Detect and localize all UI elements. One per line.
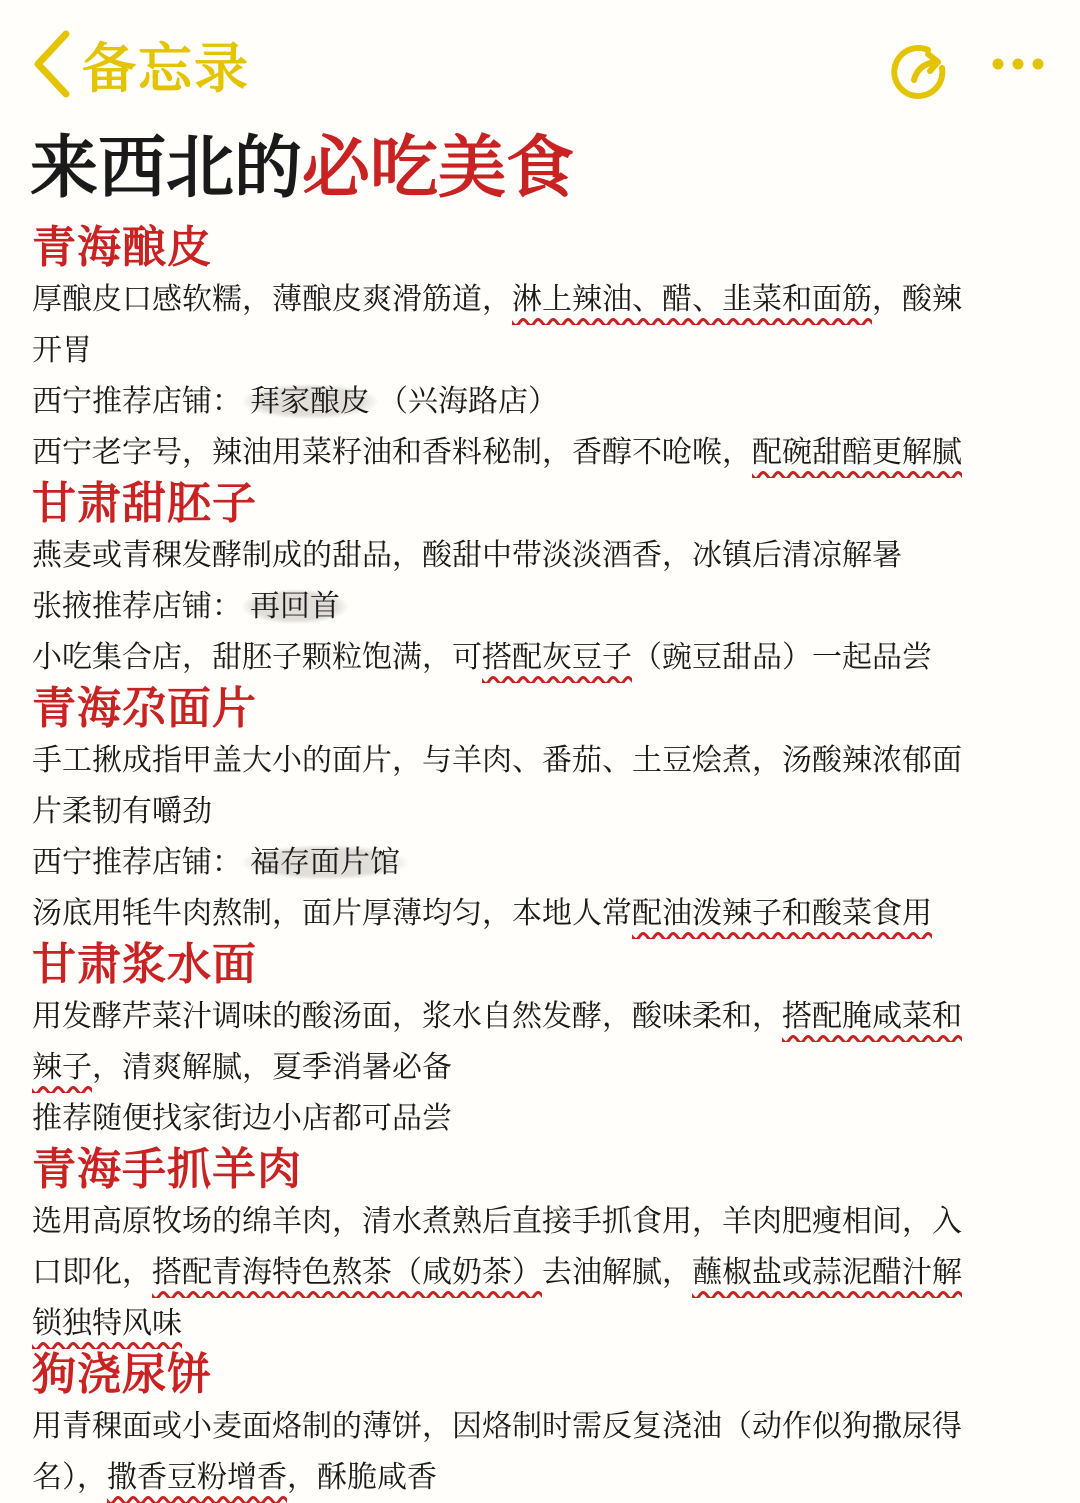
note-title [30,124,574,214]
back-label: 备忘录 [82,36,250,100]
section-heading: 甘肃甜胚子 [32,478,257,529]
section-heading: 青海酿皮 [32,222,212,273]
body-line [32,274,1052,325]
wavy-underlined-text: 配碗甜醅更解腻 [752,435,962,470]
body-text: 小吃集合店，甜胚子颗粒饱满，可 [32,640,482,675]
wavy-underlined-text: 搭配青海特色熬茶（咸奶茶） [152,1255,542,1290]
food-section [32,1349,1052,1503]
body-line [32,735,1052,786]
body-text: 西宁推荐店铺： [32,845,242,880]
wavy-underlined-text: 配油泼辣子和酸菜食用 [632,896,932,931]
body-line [32,991,1052,1042]
body-line [32,1298,1052,1349]
body-text: 西宁推荐店铺： [32,384,242,419]
body-line [32,632,1052,683]
note-title-accent: 必吃美食 [302,129,575,208]
section-heading: 狗浇尿饼 [32,1349,212,1400]
highlighted-shop-name: 再回首 [242,589,348,624]
body-text: 口即化， [32,1255,152,1290]
body-text: 张掖推荐店铺： [32,589,242,624]
top-navigation-bar [0,0,1080,118]
note-title-prefix: 来西北的 [30,129,303,208]
body-line [32,376,1052,427]
highlighted-shop-name: 福存面片馆 [242,845,408,880]
body-text: （兴海路店） [378,384,558,419]
ellipsis-icon [990,48,1046,80]
note-body[interactable] [32,222,1052,1503]
body-line [32,1196,1052,1247]
body-text: 名）， [32,1460,107,1495]
body-text: 汤底用牦牛肉熬制，面片厚薄均匀，本地人常 [32,896,632,931]
wavy-underlined-text: 辣子 [32,1050,92,1085]
body-text: 用青稞面或小麦面烙制的薄饼，因烙制时需反复浇油（动作似狗撒尿得 [32,1409,962,1444]
body-line [32,837,1052,888]
wavy-underlined-text: 蘸椒盐或蒜泥醋汁解 [692,1255,962,1290]
wavy-underlined-text: 撒香豆粉增香 [107,1460,287,1495]
food-section [32,478,1052,683]
food-section [32,939,1052,1144]
body-line [32,530,1052,581]
body-line [32,1247,1052,1298]
body-text: 片柔韧有嚼劲 [32,794,212,829]
food-section [32,1144,1052,1349]
body-line [32,786,1052,837]
body-text: 西宁老字号，辣油用菜籽油和香料秘制，香醇不呛喉， [32,435,752,470]
body-line [32,1042,1052,1093]
body-text: 手工揪成指甲盖大小的面片，与羊肉、番茄、土豆烩煮，汤酸辣浓郁面 [32,743,962,778]
body-text: 燕麦或青稞发酵制成的甜品，酸甜中带淡淡酒香，冰镇后清凉解暑 [32,538,902,573]
body-line [32,1401,1052,1452]
section-heading: 甘肃浆水面 [32,939,257,990]
body-text: 去油解腻， [542,1255,692,1290]
body-text: ，酥脆咸香 [287,1460,437,1495]
body-line [32,325,1052,376]
wavy-underlined-text: 淋上辣油、醋、韭菜和面筋 [512,282,872,317]
wavy-underlined-text: 搭配腌咸菜和 [782,999,962,1034]
highlighted-shop-name: 拜家酿皮 [242,384,378,419]
body-line [32,1452,1052,1503]
food-section [32,222,1052,478]
wavy-underlined-text: 锁独特风味 [32,1306,182,1341]
body-text: 用发酵芹菜汁调味的酸汤面，浆水自然发酵，酸味柔和， [32,999,782,1034]
chevron-left-icon [28,28,74,100]
food-section [32,683,1052,939]
body-line [32,1093,1052,1144]
wavy-underlined-text: 搭配灰豆子 [482,640,632,675]
body-line [32,427,1052,478]
body-text: 选用高原牧场的绵羊肉，清水煮熟后直接手抓食用，羊肉肥瘦相间，入 [32,1204,962,1239]
body-line [32,888,1052,939]
body-text: ，酸辣 [872,282,962,317]
body-text: ，清爽解腻，夏季消暑必备 [92,1050,452,1085]
body-line [32,581,1052,632]
section-heading: 青海尕面片 [32,683,257,734]
section-heading: 青海手抓羊肉 [32,1144,302,1195]
body-text: （豌豆甜品）一起品尝 [632,640,932,675]
body-text: 厚酿皮口感软糯，薄酿皮爽滑筋道， [32,282,512,317]
share-button[interactable] [888,38,956,106]
back-button[interactable] [28,24,250,104]
body-text: 推荐随便找家街边小店都可品尝 [32,1101,452,1136]
body-text: 开胃 [32,333,92,368]
share-redo-icon [888,38,956,106]
more-options-button[interactable] [990,48,1046,80]
